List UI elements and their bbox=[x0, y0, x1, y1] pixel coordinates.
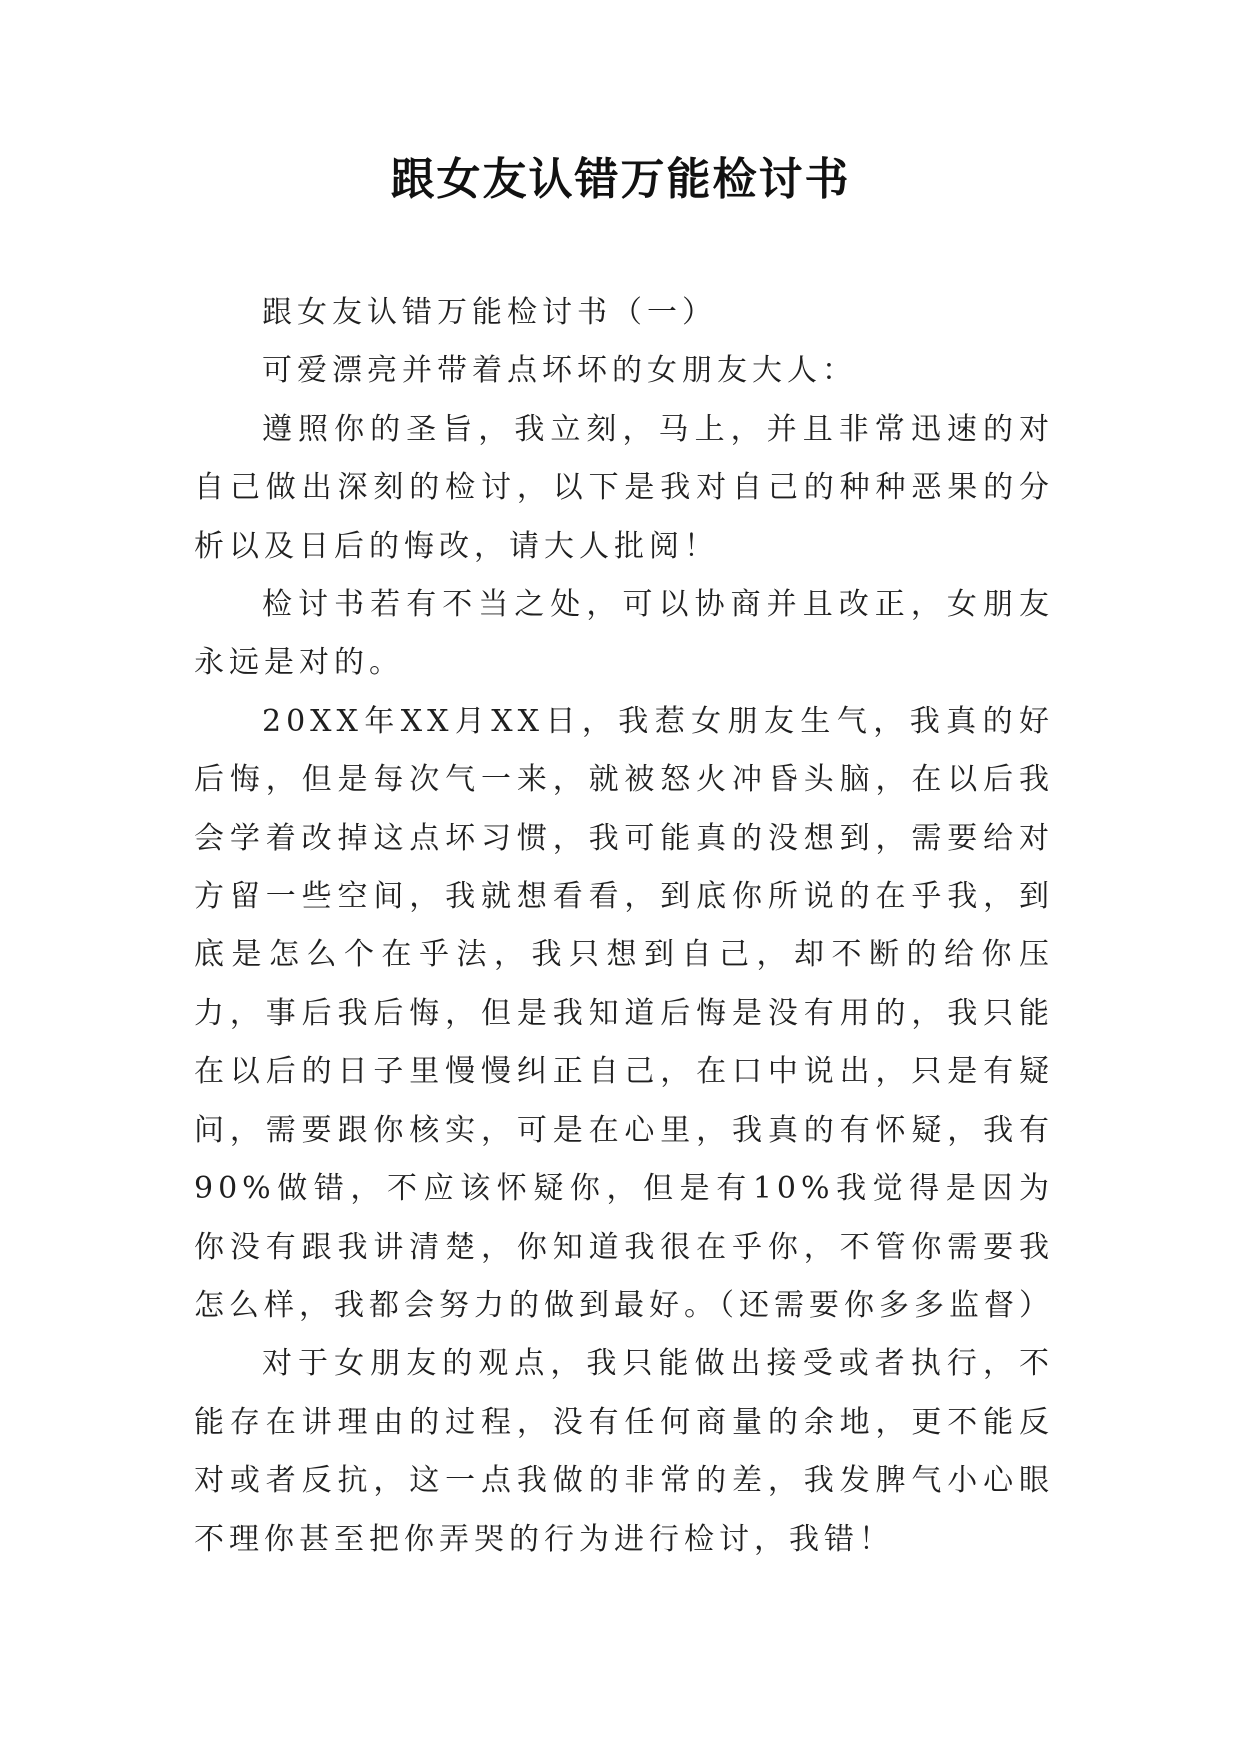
document-title: 跟女友认错万能检讨书 bbox=[390, 154, 851, 205]
paragraph: 对于女朋友的观点，我只能做出接受或者执行，不能存在讲理由的过程，没有任何商量的余地，更不能反对或者反抗，这一点我做的非常的差，我发脾气小心眼不理你甚至把你弄哭的行为进行检讨，我错！ bbox=[194, 1346, 1054, 1557]
paragraph: 检讨书若有不当之处，可以协商并且改正，女朋友永远是对的。 bbox=[194, 587, 1054, 681]
paragraph: 20XX年XX月XX日，我惹女朋友生气，我真的好后悔，但是每次气一来，就被怒火冲昏头脑，在以后我会学着改掉这点坏习惯，我可能真的没想到，需要给对方留一些空间，我就想看看，到底你所说的在乎我，到底是怎么个在乎法，我只想到自己，却不断的给你压力，事后我后悔，但是我知道后悔是没有用的，我只能在以后的日子里慢慢纠正自己，在口中说出，只是有疑问，需要跟你核实，可是在心里，我真的有怀疑，我有90%做错，不应该怀疑你，但是有10%我觉得是因为你没有跟我讲清楚，你知道我很在乎你，不管你需要我怎么样，我都会努力的做到最好。（还需要你多多监督） bbox=[194, 703, 1054, 1323]
paragraph-salutation: 可爱漂亮并带着点坏坏的女朋友大人： bbox=[262, 353, 857, 389]
document-body bbox=[194, 284, 1054, 1569]
paragraph-subtitle: 跟女友认错万能检讨书（一） bbox=[262, 295, 717, 330]
paragraph: 遵照你的圣旨，我立刻，马上，并且非常迅速的对自己做出深刻的检讨，以下是我对自己的种种恶果的分析以及日后的悔改，请大人批阅！ bbox=[194, 411, 1054, 564]
